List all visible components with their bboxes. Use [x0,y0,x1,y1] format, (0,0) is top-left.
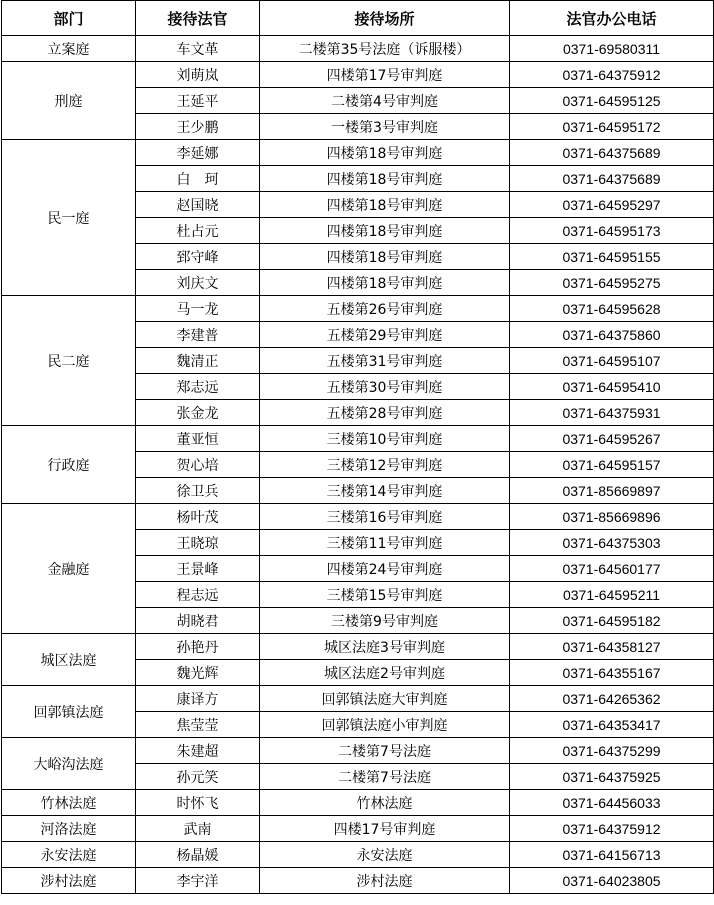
department-cell: 民一庭 [2,140,136,296]
reception-table [1,0,714,894]
table-row [2,426,714,452]
phone-cell: 0371-64355167 [510,660,714,686]
department-cell: 涉村法庭 [2,868,136,894]
phone-cell: 0371-64456033 [510,790,714,816]
table-row [2,686,714,712]
table-body [2,36,714,894]
judge-cell: 杜占元 [136,218,260,244]
judge-cell: 王延平 [136,88,260,114]
phone-cell: 0371-69580311 [510,36,714,62]
department-cell: 刑庭 [2,62,136,140]
judge-cell: 杨晶媛 [136,842,260,868]
place-cell: 五楼第29号审判庭 [260,322,510,348]
judge-cell: 康译方 [136,686,260,712]
judge-cell: 王少鹏 [136,114,260,140]
judge-cell: 武南 [136,816,260,842]
place-cell: 五楼第31号审判庭 [260,348,510,374]
department-cell: 竹林法庭 [2,790,136,816]
phone-cell: 0371-64595211 [510,582,714,608]
phone-cell: 0371-64375689 [510,140,714,166]
judge-cell: 郑志远 [136,374,260,400]
place-cell: 四楼第18号审判庭 [260,140,510,166]
department-cell: 民二庭 [2,296,136,426]
place-cell: 二楼第7号法庭 [260,738,510,764]
phone-cell: 0371-64595410 [510,374,714,400]
judge-cell: 王景峰 [136,556,260,582]
header-row [2,1,714,36]
judge-cell: 李宇洋 [136,868,260,894]
phone-cell: 0371-64595173 [510,218,714,244]
place-cell: 一楼第3号审判庭 [260,114,510,140]
phone-cell: 0371-64595628 [510,296,714,322]
place-cell: 二楼第4号审判庭 [260,88,510,114]
table-row [2,738,714,764]
place-cell: 二楼第7号法庭 [260,764,510,790]
judge-cell: 董亚恒 [136,426,260,452]
header-department: 部门 [2,1,136,36]
place-cell: 二楼第35号法庭（诉服楼） [260,36,510,62]
judge-cell: 张金龙 [136,400,260,426]
phone-cell: 0371-64375860 [510,322,714,348]
phone-cell: 0371-85669896 [510,504,714,530]
place-cell: 永安法庭 [260,842,510,868]
table-row [2,62,714,88]
department-cell: 行政庭 [2,426,136,504]
judge-cell: 赵国晓 [136,192,260,218]
place-cell: 竹林法庭 [260,790,510,816]
place-cell: 城区法庭3号审判庭 [260,634,510,660]
phone-cell: 0371-64156713 [510,842,714,868]
judge-cell: 焦莹莹 [136,712,260,738]
place-cell: 四楼17号审判庭 [260,816,510,842]
place-cell: 五楼第28号审判庭 [260,400,510,426]
department-cell: 回郭镇法庭 [2,686,136,738]
phone-cell: 0371-64023805 [510,868,714,894]
place-cell: 三楼第11号审判庭 [260,530,510,556]
table-row [2,634,714,660]
place-cell: 四楼第18号审判庭 [260,218,510,244]
department-cell: 大峪沟法庭 [2,738,136,790]
phone-cell: 0371-64595107 [510,348,714,374]
department-cell: 金融庭 [2,504,136,634]
table-row [2,816,714,842]
judge-cell: 刘萌岚 [136,62,260,88]
header-judge: 接待法官 [136,1,260,36]
department-cell: 立案庭 [2,36,136,62]
department-cell: 城区法庭 [2,634,136,686]
table-row [2,842,714,868]
judge-cell: 朱建超 [136,738,260,764]
place-cell: 三楼第16号审判庭 [260,504,510,530]
judge-cell: 李建普 [136,322,260,348]
phone-cell: 0371-64375912 [510,816,714,842]
judge-cell: 胡晓君 [136,608,260,634]
phone-cell: 0371-64595125 [510,88,714,114]
place-cell: 三楼第12号审判庭 [260,452,510,478]
place-cell: 五楼第26号审判庭 [260,296,510,322]
judge-cell: 程志远 [136,582,260,608]
phone-cell: 0371-64375689 [510,166,714,192]
table-row [2,140,714,166]
phone-cell: 0371-64595155 [510,244,714,270]
header-phone: 法官办公电话 [510,1,714,36]
phone-cell: 0371-64595182 [510,608,714,634]
place-cell: 四楼第18号审判庭 [260,166,510,192]
judge-cell: 孙元笑 [136,764,260,790]
phone-cell: 0371-64595172 [510,114,714,140]
phone-cell: 0371-64375931 [510,400,714,426]
place-cell: 四楼第18号审判庭 [260,270,510,296]
judge-cell: 白 珂 [136,166,260,192]
place-cell: 回郭镇法庭小审判庭 [260,712,510,738]
table-row [2,36,714,62]
phone-cell: 0371-85669897 [510,478,714,504]
judge-cell: 杨叶茂 [136,504,260,530]
place-cell: 三楼第15号审判庭 [260,582,510,608]
phone-cell: 0371-64358127 [510,634,714,660]
place-cell: 回郭镇法庭大审判庭 [260,686,510,712]
judge-cell: 刘庆文 [136,270,260,296]
phone-cell: 0371-64265362 [510,686,714,712]
judge-cell: 马一龙 [136,296,260,322]
phone-cell: 0371-64595275 [510,270,714,296]
phone-cell: 0371-64560177 [510,556,714,582]
phone-cell: 0371-64353417 [510,712,714,738]
phone-cell: 0371-64595297 [510,192,714,218]
judge-cell: 郅守峰 [136,244,260,270]
place-cell: 四楼第18号审判庭 [260,244,510,270]
table-row [2,868,714,894]
table-row [2,296,714,322]
phone-cell: 0371-64595267 [510,426,714,452]
judge-cell: 孙艳丹 [136,634,260,660]
phone-cell: 0371-64375303 [510,530,714,556]
header-place: 接待场所 [260,1,510,36]
judge-cell: 魏清正 [136,348,260,374]
place-cell: 五楼第30号审判庭 [260,374,510,400]
place-cell: 三楼第9号审判庭 [260,608,510,634]
place-cell: 涉村法庭 [260,868,510,894]
phone-cell: 0371-64375925 [510,764,714,790]
judge-cell: 王晓琼 [136,530,260,556]
judge-cell: 李延娜 [136,140,260,166]
place-cell: 城区法庭2号审判庭 [260,660,510,686]
table-header [2,1,714,36]
judge-cell: 贺心培 [136,452,260,478]
place-cell: 四楼第17号审判庭 [260,62,510,88]
judge-cell: 时怀飞 [136,790,260,816]
judge-cell: 魏光辉 [136,660,260,686]
judge-cell: 徐卫兵 [136,478,260,504]
department-cell: 河洛法庭 [2,816,136,842]
phone-cell: 0371-64375912 [510,62,714,88]
judge-cell: 车文革 [136,36,260,62]
place-cell: 三楼第10号审判庭 [260,426,510,452]
department-cell: 永安法庭 [2,842,136,868]
table-row [2,790,714,816]
phone-cell: 0371-64595157 [510,452,714,478]
phone-cell: 0371-64375299 [510,738,714,764]
place-cell: 四楼第18号审判庭 [260,192,510,218]
place-cell: 四楼第24号审判庭 [260,556,510,582]
table-row [2,504,714,530]
place-cell: 三楼第14号审判庭 [260,478,510,504]
